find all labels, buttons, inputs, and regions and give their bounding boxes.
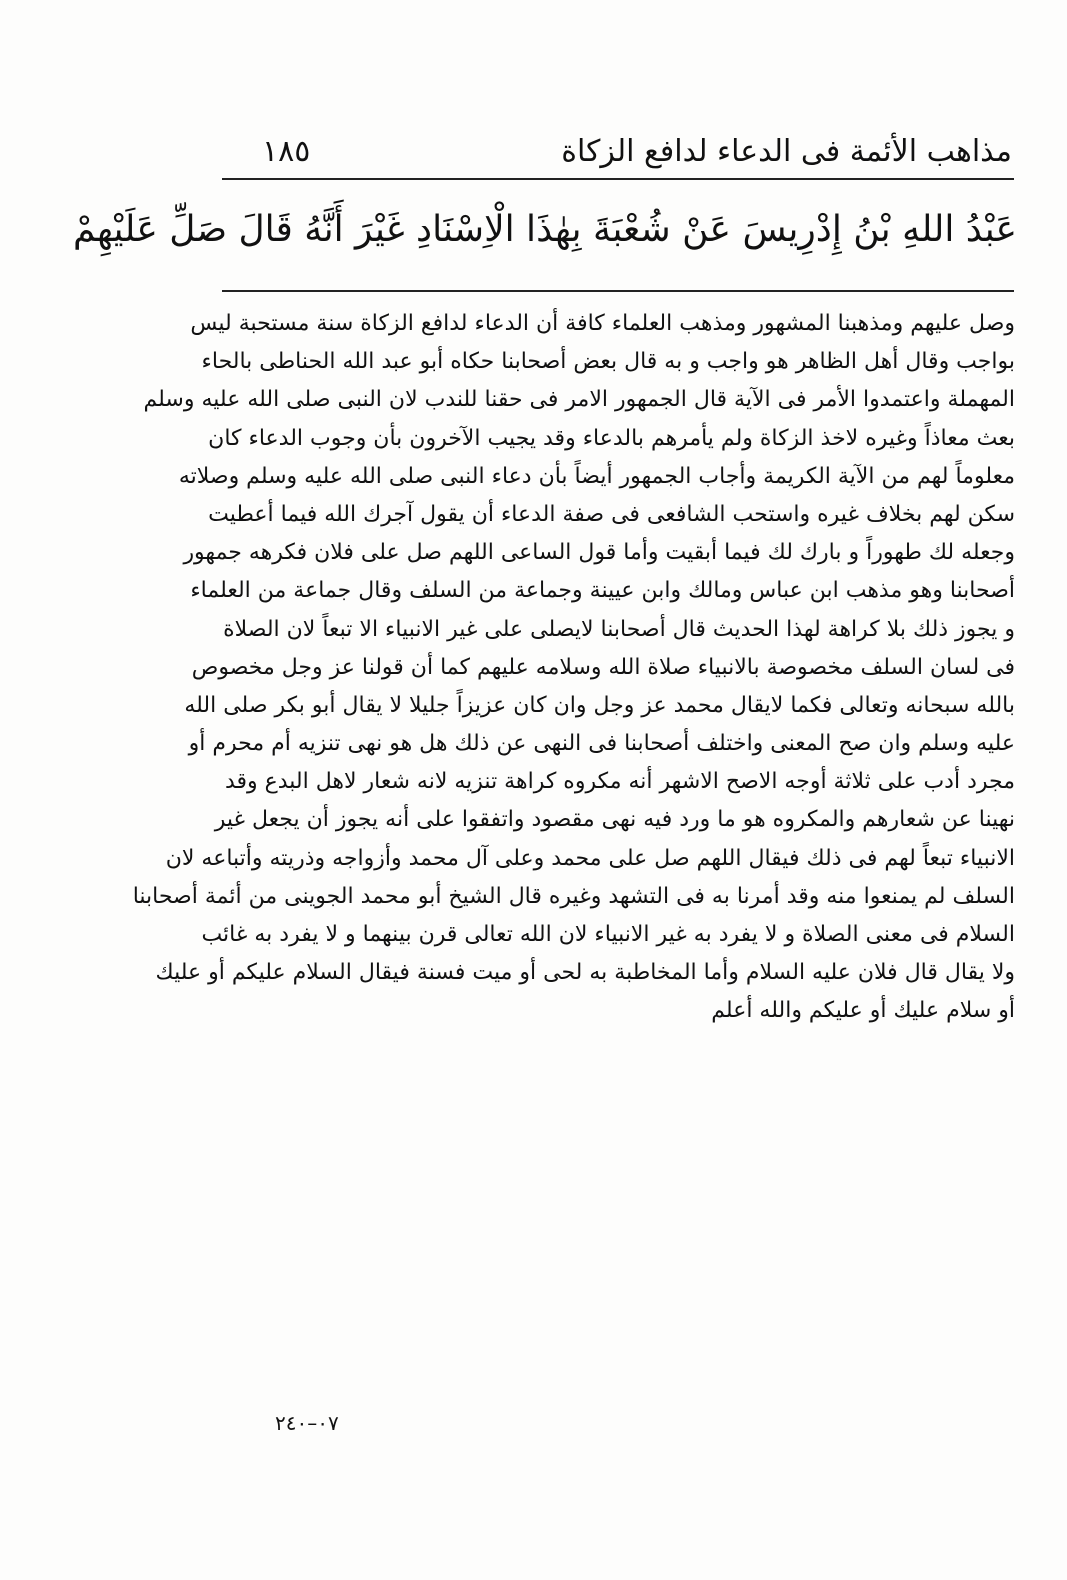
body-line: السلف لم يمنعوا منه وقد أمرنا به فى التشهد وغيره قال الشيخ أبو محمد الجوينى من أئمة أصحابنا [132,883,1015,909]
running-header [222,128,1012,176]
body-line: وصل عليهم ومذهبنا المشهور ومذهب العلماء كافة أن الدعاء لدافع الزكاة سنة مستحبة ليس [190,311,1015,336]
body-line: معلوماً لهم من الآية الكريمة وأجاب الجمهور أيضاً بأن دعاء النبى صلى الله عليه وسلم وصلاته [178,463,1015,489]
body-line: سكن لهم بخلاف غيره واستحب الشافعى فى صفة الدعاء أن يقول آجرك الله فيما أعطيت [208,501,1015,527]
body-line: فى لسان السلف مخصوصة بالانبياء صلاة الله وسلامه عليهم كما أن قولنا عز وجل مخصوص [191,654,1015,680]
body-line: و يجوز ذلك بلا كراهة لهذا الحديث قال أصحابنا لايصلى على غير الانبياء الا تبعاً لان الصلاة [223,616,1015,642]
body-line: أو سلام عليك أو عليكم والله أعلم [711,998,1015,1024]
header-rule [222,178,1014,180]
body-line: وجعله لك طهوراً و بارك لك فيما أبقيت وأما قول الساعى اللهم صل على فلان فكرهه جمهور [183,540,1015,566]
body-line: السلام فى معنى الصلاة و لا يفرد به غير الانبياء لان الله تعالى قرن بينهما و لا يفرد به غائب [201,922,1015,947]
body-line: نهينا عن شعارهم والمكروه هو ما ورد فيه نهى مقصود واتفقوا على أنه يجوز أن يجعل غير [214,807,1015,833]
header-title: مذاهب الأئمة فى الدعاء لدافع الزكاة [561,134,1012,169]
body-line: مجرد أدب على ثلاثة أوجه الاصح الاشهر أنه مكروه كراهة تنزيه لانه شعار لاهل البدع وقد [224,769,1015,795]
body-line: أصحابنا وهو مذهب ابن عباس ومالك وابن عيينة وجماعة من السلف وقال جماعة من العلماء [190,578,1015,604]
body-line: الانبياء تبعاً لهم فى ذلك فيقال اللهم صل على محمد وعلى آل محمد وأزواجه وذريته وأتباعه لان [165,845,1015,871]
body-line: المهملة واعتمدوا الأمر فى الآية قال الجمهور الامر فى حقنا للندب لان النبى صلى الله عليه وسلم [143,387,1015,413]
body-line: ولا يقال قال فلان عليه السلام وأما المخاطبة به لحى أو ميت فسنة فيقال السلام عليكم أو عليك [155,960,1015,986]
body-line: بعث معاذاً وغيره لاخذ الزكاة ولم يأمرهم بالدعاء وقد يجيب الآخرون بأن وجوب الدعاء كان [208,425,1015,451]
body-line: بواجب وقال أهل الظاهر هو واجب و به قال بعض أصحابنا حكاه أبو عبد الله الحناطى بالحاء [201,349,1015,375]
body-line: بالله سبحانه وتعالى فكما لايقال محمد عز وجل وان كان عزيزاً جليلا لا يقال أبو بكر صلى الله [184,692,1015,718]
commentary-body [132,305,1015,1031]
commentary-separator-rule [222,290,1014,292]
page-number: ١٨٥ [262,134,311,169]
hadith-text-line: عَبْدُ اللهِ بْنُ إِدْرِيسَ عَنْ شُعْبَةَ بِهٰذَا الْاِسْنَادِ غَيْرَ أَنَّهُ قَالَ صَلِّ عَلَيْهِمْ [72,209,1017,250]
printer-signature: ٠٧–٢٤٠ [275,1411,339,1435]
body-line: عليه وسلم وان صح المعنى واختلف أصحابنا فى النهى عن ذلك هل هو نهى تنزيه أم محرم أو [188,731,1015,757]
